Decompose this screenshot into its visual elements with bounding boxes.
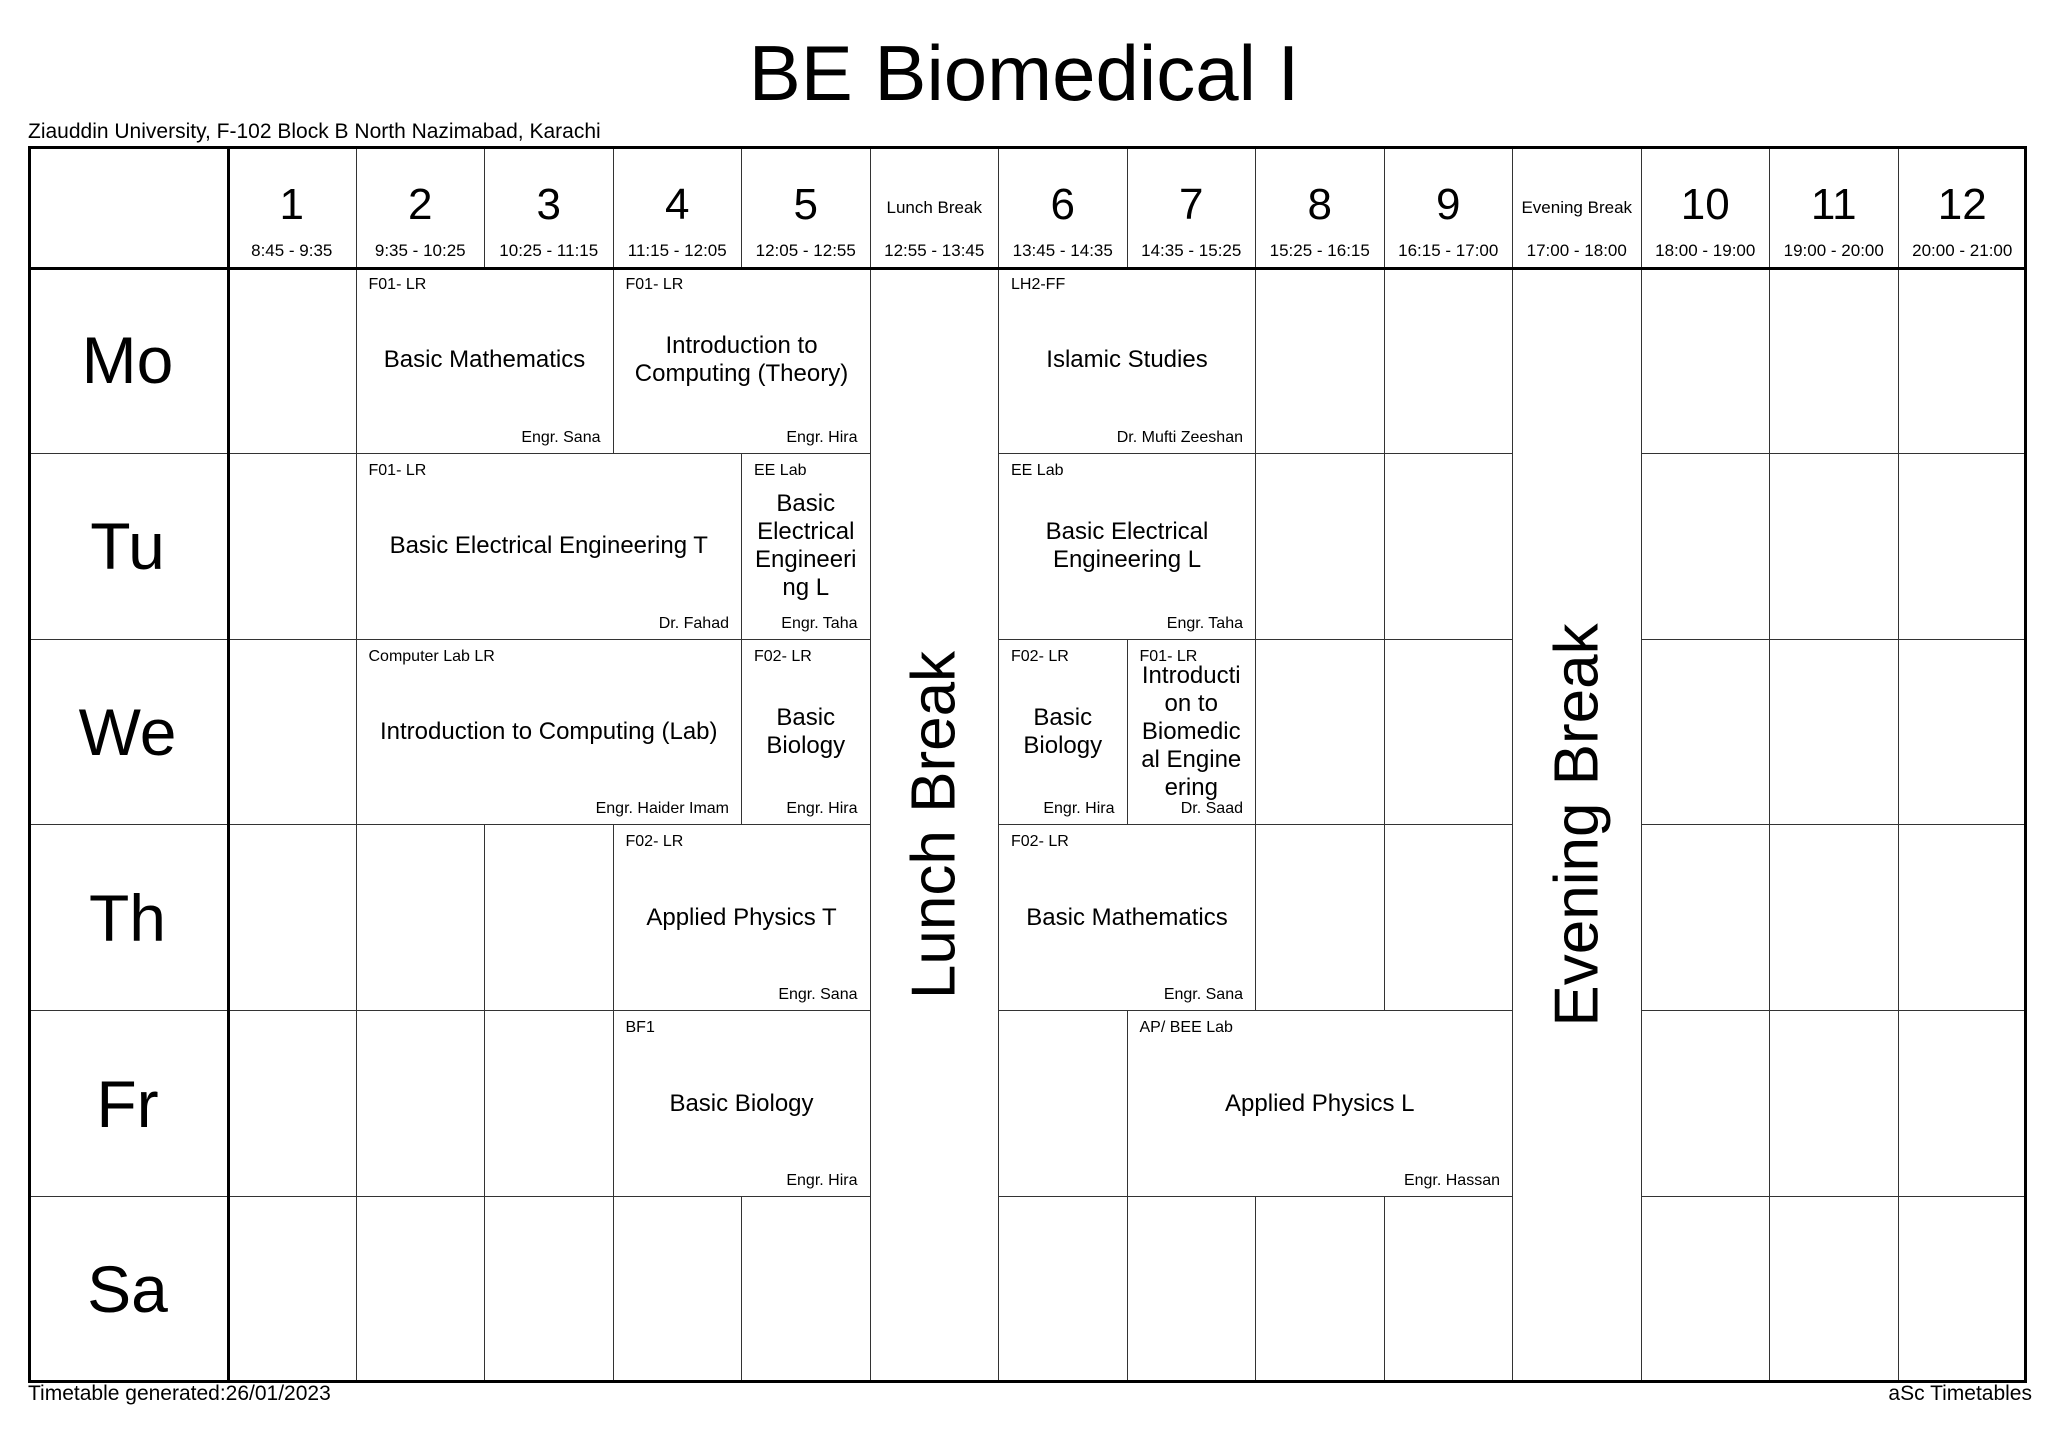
empty-slot	[485, 1197, 614, 1383]
period-label: 10	[1680, 180, 1730, 229]
empty-slot	[1642, 1011, 1771, 1197]
empty-slot	[1899, 825, 2028, 1011]
room-label: F02- LR	[754, 647, 812, 665]
empty-slot	[357, 825, 486, 1011]
corner-cell	[28, 146, 228, 268]
subject-label: Basic Electrical Engineeri ng L	[755, 490, 857, 602]
subject-label: Basic Mathematics	[1026, 903, 1228, 931]
period-label: 9	[1436, 180, 1461, 229]
period-label: Evening Break	[1521, 198, 1633, 217]
period-header	[357, 146, 486, 268]
period-header	[1899, 146, 2028, 268]
empty-slot	[1899, 454, 2028, 640]
school-address: Ziauddin University, F-102 Block B North Nazimabad, Karachi	[28, 120, 601, 143]
empty-slot	[485, 825, 614, 1011]
empty-slot	[1770, 454, 1899, 640]
room-label: F01- LR	[368, 276, 427, 293]
brand-label: aSc Timetables	[1888, 1382, 2032, 1405]
empty-slot	[228, 1197, 357, 1383]
period-header	[1770, 146, 1899, 268]
lesson-cell	[742, 640, 871, 826]
subject-label: Basic Biology	[1023, 703, 1103, 759]
empty-slot	[1899, 268, 2028, 454]
period-header	[228, 146, 357, 268]
period-label: 2	[408, 180, 433, 229]
period-time: 15:25 - 16:15	[1269, 241, 1370, 260]
period-time: 16:15 - 17:00	[1398, 241, 1499, 260]
empty-slot	[1899, 640, 2028, 826]
subject-label: Basic Electrical Engineering L	[1045, 518, 1209, 574]
period-header	[614, 146, 743, 268]
teacher-label: Engr. Taha	[781, 614, 858, 632]
teacher-label: Engr. Sana	[1163, 986, 1243, 1004]
empty-slot	[1385, 454, 1514, 640]
lesson-cell	[999, 825, 1256, 1011]
teacher-label: Engr. Taha	[1166, 614, 1243, 632]
period-time: 14:35 - 15:25	[1141, 241, 1242, 260]
empty-slot	[1899, 1197, 2028, 1383]
header-divider	[28, 267, 2027, 270]
empty-slot	[1128, 1197, 1257, 1383]
period-time: 12:55 - 13:45	[884, 241, 985, 260]
empty-slot	[228, 454, 357, 640]
period-label: 11	[1810, 180, 1857, 229]
empty-slot	[228, 640, 357, 826]
teacher-label: Engr. Hira	[786, 800, 858, 818]
period-header	[1642, 146, 1771, 268]
teacher-label: Engr. Hira	[786, 428, 858, 446]
period-label: 5	[793, 180, 818, 229]
empty-slot	[999, 1197, 1128, 1383]
empty-slot	[1642, 454, 1771, 640]
day-label: Th	[28, 825, 228, 1011]
day-label: We	[28, 640, 228, 826]
lesson-cell	[614, 825, 871, 1011]
room-label: LH2-FF	[1011, 276, 1066, 293]
empty-slot	[1256, 1197, 1385, 1383]
empty-slot	[357, 1197, 486, 1383]
room-label: EE Lab	[1011, 461, 1064, 479]
empty-slot	[1642, 825, 1771, 1011]
teacher-label: Engr. Sana	[778, 986, 858, 1004]
page-title: BE Biomedical I	[748, 29, 1300, 117]
subject-label: Basic Biology	[766, 703, 846, 759]
period-label: 6	[1050, 180, 1075, 229]
empty-slot	[1385, 825, 1514, 1011]
room-label: BF1	[625, 1019, 655, 1037]
break-column	[871, 268, 1000, 1383]
period-label: 8	[1307, 180, 1332, 229]
lesson-cell	[999, 454, 1256, 640]
lesson-cell	[999, 268, 1256, 454]
period-label: 7	[1179, 180, 1204, 229]
room-label: F01- LR	[368, 461, 427, 479]
break-label: Evening Break	[1542, 623, 1612, 1027]
period-header	[999, 146, 1128, 268]
teacher-label: Engr. Hira	[1043, 800, 1115, 818]
empty-slot	[228, 1011, 357, 1197]
lesson-cell	[614, 268, 871, 454]
period-time: 12:05 - 12:55	[755, 241, 856, 260]
day-label: Sa	[28, 1197, 228, 1383]
teacher-label: Dr. Mufti Zeeshan	[1116, 428, 1243, 446]
room-label: EE Lab	[754, 461, 807, 479]
empty-slot	[1642, 640, 1771, 826]
empty-slot	[999, 1011, 1128, 1197]
teacher-label: Engr. Hassan	[1403, 1171, 1500, 1189]
period-header	[1513, 146, 1642, 268]
subject-label: Islamic Studies	[1046, 346, 1208, 374]
empty-slot	[1770, 1197, 1899, 1383]
period-header	[871, 146, 1000, 268]
subject-label: Basic Electrical Engineering T	[389, 532, 708, 560]
empty-slot	[1385, 268, 1514, 454]
room-label: F02- LR	[1011, 833, 1069, 851]
period-time: 8:45 - 9:35	[251, 241, 333, 260]
empty-slot	[1642, 268, 1771, 454]
empty-slot	[228, 825, 357, 1011]
period-time: 9:35 - 10:25	[374, 241, 466, 260]
empty-slot	[1385, 640, 1514, 826]
period-label: Lunch Break	[886, 198, 982, 217]
day-label: Fr	[28, 1011, 228, 1197]
timetable-grid	[28, 146, 2027, 1383]
room-label: Computer Lab LR	[368, 647, 495, 665]
break-label: Lunch Break	[899, 650, 969, 999]
empty-slot	[1256, 640, 1385, 826]
teacher-label: Engr. Sana	[521, 428, 601, 446]
lesson-cell	[357, 454, 743, 640]
room-label: F01- LR	[625, 276, 684, 293]
room-label: AP/ BEE Lab	[1139, 1019, 1233, 1037]
period-time: 11:15 - 12:05	[627, 241, 727, 260]
empty-slot	[1256, 268, 1385, 454]
empty-slot	[485, 1011, 614, 1197]
empty-slot	[742, 1197, 871, 1383]
day-label: Mo	[28, 268, 228, 454]
empty-slot	[357, 1011, 486, 1197]
period-label: 1	[279, 180, 304, 229]
lesson-cell	[614, 1011, 871, 1197]
subject-label: Basic Biology	[669, 1089, 814, 1117]
period-header	[485, 146, 614, 268]
empty-slot	[1770, 825, 1899, 1011]
empty-slot	[1385, 1197, 1514, 1383]
empty-slot	[228, 268, 357, 454]
empty-slot	[1770, 1011, 1899, 1197]
break-column	[1513, 268, 1642, 1383]
day-label: Tu	[28, 454, 228, 640]
period-header	[1128, 146, 1257, 268]
generated-date: Timetable generated:26/01/2023	[28, 1382, 331, 1405]
period-time: 18:00 - 19:00	[1655, 241, 1756, 260]
lesson-cell	[357, 268, 614, 454]
period-time: 19:00 - 20:00	[1783, 241, 1884, 260]
subject-label: Introducti on to Biomedic al Engine ering	[1141, 661, 1242, 801]
empty-slot	[1256, 825, 1385, 1011]
subject-label: Applied Physics T	[646, 903, 837, 931]
period-label: 12	[1937, 180, 1987, 229]
period-header	[1256, 146, 1385, 268]
teacher-label: Dr. Saad	[1180, 800, 1243, 818]
period-time: 17:00 - 18:00	[1526, 241, 1627, 260]
lesson-cell	[742, 454, 871, 640]
period-header	[1385, 146, 1514, 268]
empty-slot	[614, 1197, 743, 1383]
teacher-label: Engr. Haider Imam	[595, 800, 729, 818]
subject-label: Basic Mathematics	[383, 346, 586, 374]
empty-slot	[1899, 1011, 2028, 1197]
lesson-cell	[1128, 1011, 1514, 1197]
period-header	[742, 146, 871, 268]
empty-slot	[1256, 454, 1385, 640]
subject-label: Introduction to Computing (Theory)	[634, 332, 849, 388]
lesson-cell	[1128, 640, 1257, 826]
day-divider	[227, 146, 230, 1383]
empty-slot	[1770, 268, 1899, 454]
period-label: 4	[665, 180, 690, 229]
empty-slot	[1770, 640, 1899, 826]
teacher-label: Engr. Hira	[786, 1171, 858, 1189]
period-time: 13:45 - 14:35	[1012, 241, 1113, 260]
period-label: 3	[536, 180, 561, 229]
subject-label: Introduction to Computing (Lab)	[379, 717, 718, 745]
empty-slot	[1642, 1197, 1771, 1383]
room-label: F02- LR	[1011, 647, 1069, 665]
period-time: 10:25 - 11:15	[499, 241, 599, 260]
subject-label: Applied Physics L	[1225, 1089, 1415, 1117]
teacher-label: Dr. Fahad	[658, 614, 729, 632]
lesson-cell	[357, 640, 743, 826]
period-time: 20:00 - 21:00	[1912, 241, 2013, 260]
room-label: F01- LR	[1139, 647, 1198, 665]
lesson-cell	[999, 640, 1128, 826]
room-label: F02- LR	[625, 833, 684, 851]
